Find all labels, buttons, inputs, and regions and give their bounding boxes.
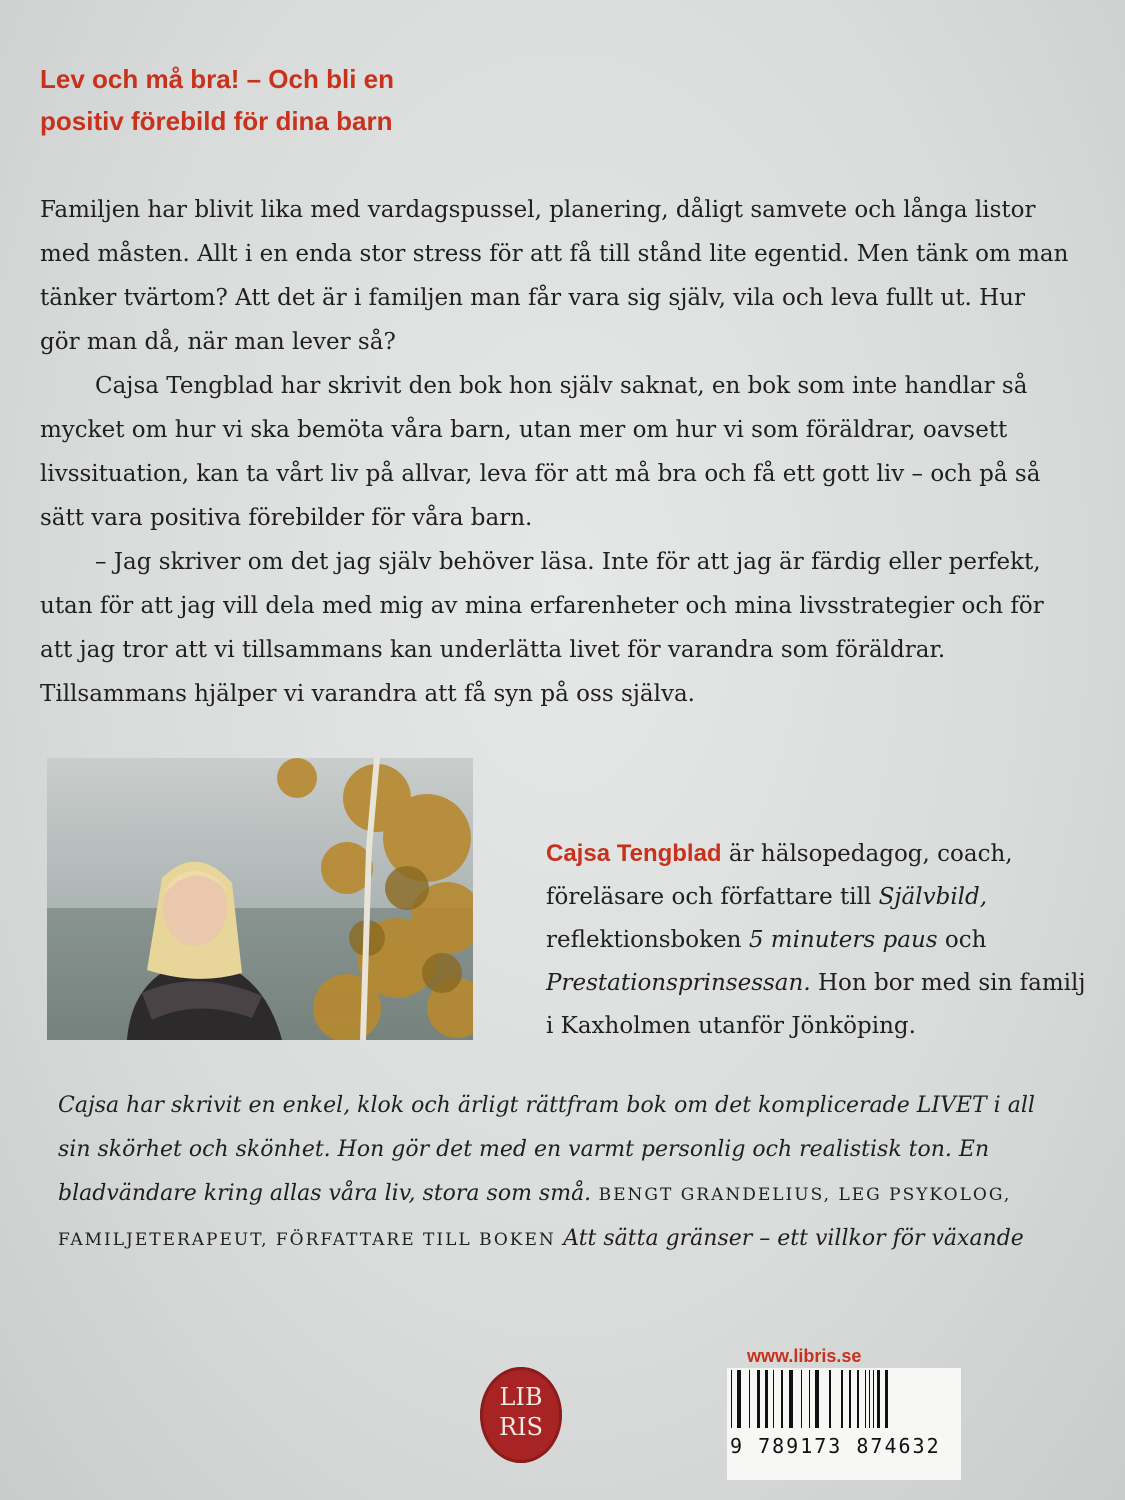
barcode-bar <box>789 1370 793 1428</box>
publisher-website: www.libris.se <box>747 1346 862 1366</box>
isbn-number: 9 789173 874632 <box>730 1434 941 1458</box>
headline-line-1: Lev och må bra! – Och bli en <box>40 64 394 94</box>
barcode-bar <box>869 1370 870 1428</box>
bio-book-3: Prestationsprinsessan. <box>546 970 811 996</box>
author-name: Cajsa Tengblad <box>546 840 722 867</box>
barcode-bar <box>773 1370 774 1428</box>
headline-line-2: positiv förebild för dina barn <box>40 106 393 136</box>
blurb-paragraph-2: Cajsa Tengblad har skrivit den bok hon själv saknat, en bok som inte handlar så mycket om hur vi ska bemöta våra barn, utan mer om hur vi som föräldrar, oavsett livssituation, kan ta vårt liv på allvar, leva för att må bra och få ett gott liv – och på så sätt vara positiva förebilder för våra barn. <box>40 373 1041 531</box>
bio-book-2: 5 minuters paus <box>748 927 938 953</box>
barcode-bar <box>815 1370 819 1428</box>
barcode-bar <box>841 1370 843 1428</box>
barcode-bars <box>727 1368 961 1430</box>
review-quote <box>58 1084 1068 1262</box>
barcode-bar <box>781 1370 783 1428</box>
blurb-paragraph-1: Familjen har blivit lika med vardagspussel, planering, dåligt samvete och långa listor med måsten. Allt i en enda stor stress för att få till stånd lite egentid. Men tänk om man tänker tvärtom? Att det är i familjen man får vara sig själv, vila och leva fullt ut. Hur gör man då, när man lever så? <box>40 197 1069 355</box>
barcode-bar <box>809 1370 810 1428</box>
bio-text-3: och <box>937 927 987 953</box>
blurb-paragraph-3: – Jag skriver om det jag själv behöver läsa. Inte för att jag är färdig eller perfekt, utan för att jag vill dela med mig av mina erfarenheter och mina livsstrategier och för att jag tror att vi tillsammans kan underlätta livet för varandra som föräldrar. Tillsammans hjälper vi varandra att få syn på oss själva. <box>40 549 1044 707</box>
headline <box>40 58 740 142</box>
barcode-bar <box>865 1370 866 1428</box>
bio-book-1: Självbild, <box>878 884 988 910</box>
bio-text-2: reflektionsboken <box>546 927 749 953</box>
barcode-bar <box>801 1370 802 1428</box>
quote-attribution: BENGT GRANDELIUS, LEG PSYKOLOG, FAMILJETERAPEUT, FÖRFATTARE TILL BOKEN <box>58 1185 1012 1250</box>
quote-text: Cajsa har skrivit en enkel, klok och ärligt rättfram bok om det komplicerade LIVET i all sin skörhet och skönhet. Hon gör det med en varmt personlig och realistisk ton. En bladvändare kring allas våra liv, stora som små. <box>58 1093 1035 1206</box>
logo-line-1: LIB <box>499 1383 543 1411</box>
bio-text-1: är hälsopedagog, coach, föreläsare och författare till <box>546 841 1013 910</box>
barcode-bar <box>877 1370 880 1428</box>
barcode-bar <box>731 1370 732 1428</box>
barcode-bar <box>765 1370 768 1428</box>
barcode-bar <box>757 1370 760 1428</box>
barcode-bar <box>829 1370 831 1428</box>
author-photo-illustration <box>47 758 473 1040</box>
author-bio <box>546 832 1086 1048</box>
quote-book-title: Att sätta gränser – ett villkor för växande <box>563 1226 1024 1251</box>
barcode-bar <box>885 1370 888 1428</box>
barcode-bar <box>737 1370 741 1428</box>
barcode <box>727 1368 961 1480</box>
barcode-bar <box>873 1370 874 1428</box>
blurb <box>40 188 1070 716</box>
logo-line-2: RIS <box>499 1413 543 1441</box>
barcode-bar <box>849 1370 851 1428</box>
author-photo <box>47 758 473 1040</box>
bio-text-4: Hon bor med sin familj i Kaxholmen utanför Jönköping. <box>546 970 1086 1039</box>
libris-logo <box>480 1367 562 1463</box>
barcode-bar <box>857 1370 859 1428</box>
barcode-bar <box>749 1370 750 1428</box>
